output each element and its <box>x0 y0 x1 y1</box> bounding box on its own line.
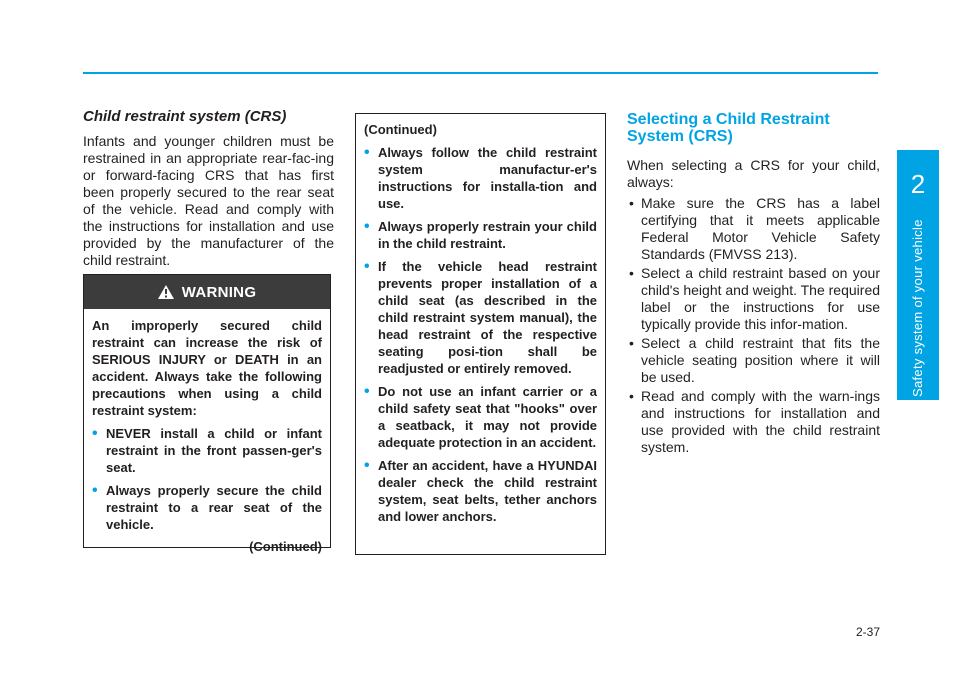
warning-box <box>83 274 331 554</box>
selecting-crs-heading: Selecting a Child Restraint System (CRS) <box>627 111 830 145</box>
warning-triangle-icon <box>158 285 174 299</box>
bullet-icon: • <box>364 144 370 161</box>
warning-content <box>84 309 330 554</box>
warning-bullet-list <box>92 425 322 533</box>
list-item: • Always properly secure the child restraint to a rear seat of the vehicle. <box>92 482 322 532</box>
list-item: • If the vehicle head restraint prevents proper installation of a child seat (as described in the child restraint system manual), the head restraint of the respective seating posi-tion shall be readjusted or entirely removed. <box>364 258 597 376</box>
section-heading: Child restraint system (CRS) <box>83 108 287 125</box>
list-item: • NEVER install a child or infant restraint in the front passen-ger's seat. <box>92 425 322 475</box>
left-column <box>83 108 334 269</box>
list-item: • Always follow the child restraint system manufactur-er's instructions for installa-tion and use. <box>364 144 597 211</box>
page-number: 2-37 <box>855 625 880 639</box>
continued-warning-box <box>355 113 606 555</box>
chapter-title: Safety system of your vehicle <box>910 219 925 397</box>
continued-header: (Continued) <box>364 122 437 137</box>
bullet-icon: • <box>629 335 634 351</box>
list-item: • Do not use an infant carrier or a child safety seat that "hooks" over a seatback, it may not provide adequate protection in an accident. <box>364 383 597 450</box>
bullet-icon: • <box>92 425 98 442</box>
bullet-icon: • <box>364 258 370 275</box>
intro-paragraph: Infants and younger children must be restrained in an appropriate rear-fac-ing or forward-facing CRS that has first been properly secured to the rear seat of the vehicle. Read and comply with the instructions for installation and use provided by the manufacturer of the child restraint. <box>83 133 334 268</box>
bullet-icon: • <box>629 265 634 281</box>
warning-label: WARNING <box>181 283 257 301</box>
warning-intro: An improperly secured child restraint can increase the risk of SERIOUS INJURY or DEATH in an accident. Always take the following precautions when using a child restraint system: <box>92 318 322 418</box>
continued-label: (Continued) <box>249 539 322 554</box>
bullet-icon: • <box>364 457 370 474</box>
bullet-icon: • <box>364 218 370 235</box>
list-item: • Read and comply with the warn-ings and instructions for installation and use provided with the child restraint system. <box>629 388 880 455</box>
warning-header <box>84 275 330 309</box>
selecting-bullet-list <box>627 195 880 456</box>
selecting-intro: When selecting a CRS for your child, always: <box>627 157 880 190</box>
chapter-number: 2 <box>910 169 926 199</box>
list-item: • After an accident, have a HYUNDAI dealer check the child restraint system, seat belts, tether anchors and lower anchors. <box>364 457 597 524</box>
bullet-icon: • <box>629 195 634 211</box>
list-item: • Always properly restrain your child in the child restraint. <box>364 218 597 251</box>
list-item: • Select a child restraint that fits the vehicle seating position where it will be used. <box>629 335 880 385</box>
list-item: • Select a child restraint based on your child's height and weight. The required label or the instructions for use typically provide this infor-mation. <box>629 265 881 332</box>
bullet-icon: • <box>629 388 634 404</box>
bullet-icon: • <box>364 383 370 400</box>
right-column <box>627 111 880 458</box>
continued-bullet-list <box>364 144 597 525</box>
bullet-icon: • <box>92 482 98 499</box>
header-rule <box>83 72 878 74</box>
list-item: • Make sure the CRS has a label certifying that it meets applicable Federal Motor Vehicle Safety Standards (FMVSS 213). <box>629 195 880 262</box>
chapter-tab <box>897 150 939 400</box>
